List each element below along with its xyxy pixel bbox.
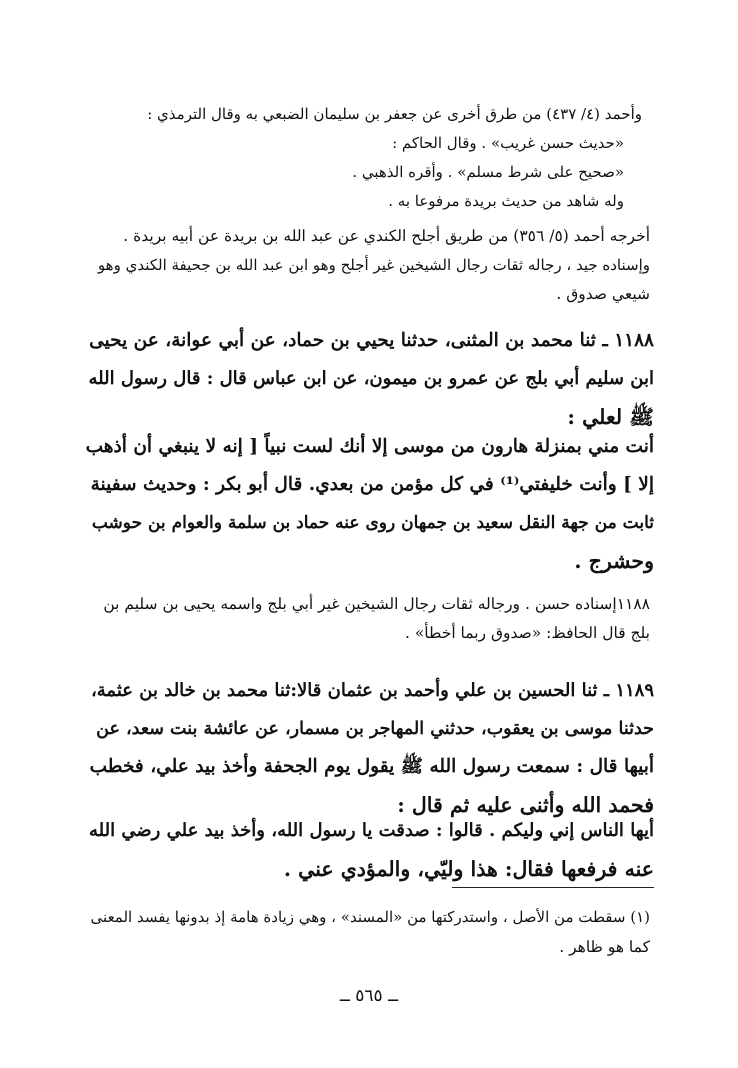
source-note [88, 222, 650, 309]
page-number: ــ ٥٦٥ ــ [339, 986, 399, 1006]
source-line: وإسناده جيد ، رجاله ثقات رجال الشيخين غير أجلح وهو ابن عبد الله بن جحيفة الكندي وهو [97, 256, 650, 274]
isnad-line: حدثنا موسى بن يعقوب، حدثني المهاجر بن مسمار، عن عائشة بنت سعد، عن [96, 719, 654, 739]
matn-line: عنه فرفعها فقال: هذا وليّي، والمؤدي عني . [283, 857, 654, 881]
isnad-line: ابن سليم أبي بلج عن عمرو بن ميمون، عن ابن عباس قال : قال رسول الله [88, 368, 654, 389]
footnote [88, 902, 650, 962]
isnad-line: فحمد الله وأثنى عليه ثم قال : [397, 793, 654, 817]
isnad-line: ١١٨٩ ـ ثنا الحسين بن علي وأحمد بن عثمان قالا:ثنا محمد بن خالد بن عثمة، [90, 680, 654, 701]
source-line: أخرجه أحمد (٥/ ٣٥٦) من طريق أجلح الكندي عن عبد الله بن بريدة عن أبيه بريدة . [123, 227, 650, 245]
footnote-line: كما هو ظاهر . [559, 938, 650, 956]
preceding-notes [96, 100, 642, 216]
grading-line: ١١٨٨إسناده حسن . ورجاله ثقات رجال الشيخين غير أبي بلج واسمه يحيى بن سليم بن [103, 595, 650, 613]
isnad-line: ﷺ لعلي : [567, 405, 654, 429]
note-line: «حديث حسن غريب» . وقال الحاكم : [392, 134, 624, 152]
hadith-1189-isnad [84, 672, 654, 824]
matn-line: ثابت من جهة النقل سعيد بن جمهان روى عنه حماد بن سلمة والعوام بن حوشب [91, 513, 654, 533]
hadith-1189-matn [84, 812, 654, 888]
footnote-line: (١) سقطت من الأصل ، واستدركتها من «المسند» ، وهي زيادة هامة إذ بدونها يفسد المعنى [90, 908, 650, 926]
hadith-1188-isnad [84, 322, 654, 436]
note-line: وأحمد (٤/ ٤٣٧) من طرق أخرى عن جعفر بن سليمان الضبعي به وقال الترمذي : [147, 105, 642, 123]
matn-line: أنت مني بمنزلة هارون من موسى إلا أنك لست نبياً [ إنه لا ينبغي أن أذهب [85, 436, 654, 457]
isnad-line: ١١٨٨ ـ ثنا محمد بن المثنى، حدثنا يحيي بن حماد، عن أبي عوانة، عن يحيى [89, 330, 654, 351]
footnote-divider [452, 887, 654, 888]
source-line: شيعي صدوق . [556, 285, 650, 303]
matn-line: أيها الناس إني وليكم . قالوا : صدقت يا رسول الله، وأخذ بيد علي رضي الله [89, 820, 654, 841]
matn-line: إلا ] وأنت خليفتي⁽¹⁾ في كل مؤمن من بعدي. قال أبو بكر : وحديث سفينة [90, 474, 654, 495]
grading-line: بلج قال الحافظ: «صدوق ربما أخطأ» . [404, 624, 650, 642]
note-line: «صحيح على شرط مسلم» . وأقره الذهبي . [352, 163, 624, 181]
matn-line: وحشرج . [574, 549, 654, 573]
note-line: وله شاهد من حديث بريدة مرفوعا به . [388, 192, 624, 210]
isnad-line: أبيها قال : سمعت رسول الله ﷺ يقول يوم الجحفة وأخذ بيد علي، فخطب [89, 756, 654, 777]
grading-1188 [88, 590, 650, 648]
hadith-1188-matn [84, 428, 654, 580]
